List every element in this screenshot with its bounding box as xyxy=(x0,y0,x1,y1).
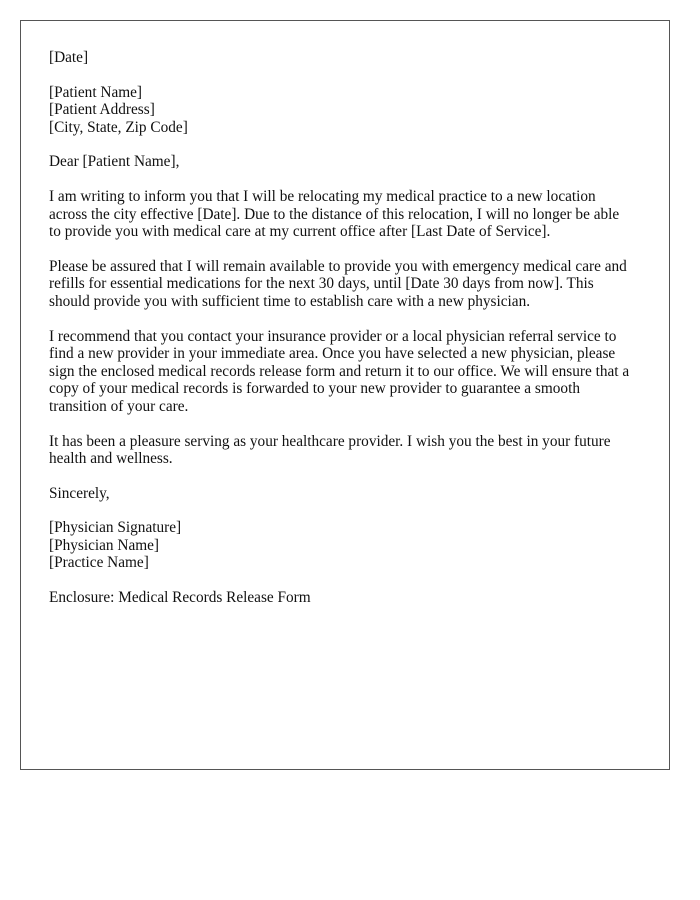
signature-block xyxy=(49,519,649,572)
salutation: Dear [Patient Name], xyxy=(49,153,180,171)
closing-block xyxy=(49,485,649,503)
recipient-address-block xyxy=(49,84,649,137)
letter-date: [Date] xyxy=(49,49,89,66)
letter-date-block xyxy=(49,49,649,67)
enclosure-note: Enclosure: Medical Records Release Form xyxy=(49,589,311,607)
recipient-name: [Patient Name] xyxy=(49,83,143,101)
salutation-block xyxy=(49,153,649,171)
physician-name: [Physician Name] xyxy=(49,536,160,554)
body-paragraph-relocation: I am writing to inform you that I will be relocating my medical practice to a new location across the city effective [Date]. Due to the distance of this relocation, I will no longer be able to provide you with medical care at my current office after [Last Date of Service]. xyxy=(49,187,620,241)
physician-signature: [Physician Signature] xyxy=(49,519,182,537)
recipient-city-state-zip: [City, State, Zip Code] xyxy=(49,118,188,136)
body-paragraph-recommendation: I recommend that you contact your insurance provider or a local physician referral service to find a new provider in your immediate area. Once you have selected a new physician, please sign the enclosed medical records release form and return it to our office. We will ensure that a copy of your medical records is forwarded to your new provider to guarantee a smooth transition of your care. xyxy=(49,327,630,415)
recipient-address: [Patient Address] xyxy=(49,101,155,119)
enclosure-block xyxy=(49,589,649,607)
letter-page xyxy=(20,20,670,770)
body-paragraph-farewell: It has been a pleasure serving as your healthcare provider. I wish you the best in your future health and wellness. xyxy=(49,432,611,468)
body-paragraph-availability: Please be assured that I will remain available to provide you with emergency medical care and refills for essential medications for the next 30 days, until [Date 30 days from now]. This should provide you with sufficient time to establish care with a new physician. xyxy=(49,257,627,310)
practice-name: [Practice Name] xyxy=(49,554,149,572)
closing: Sincerely, xyxy=(49,484,110,502)
